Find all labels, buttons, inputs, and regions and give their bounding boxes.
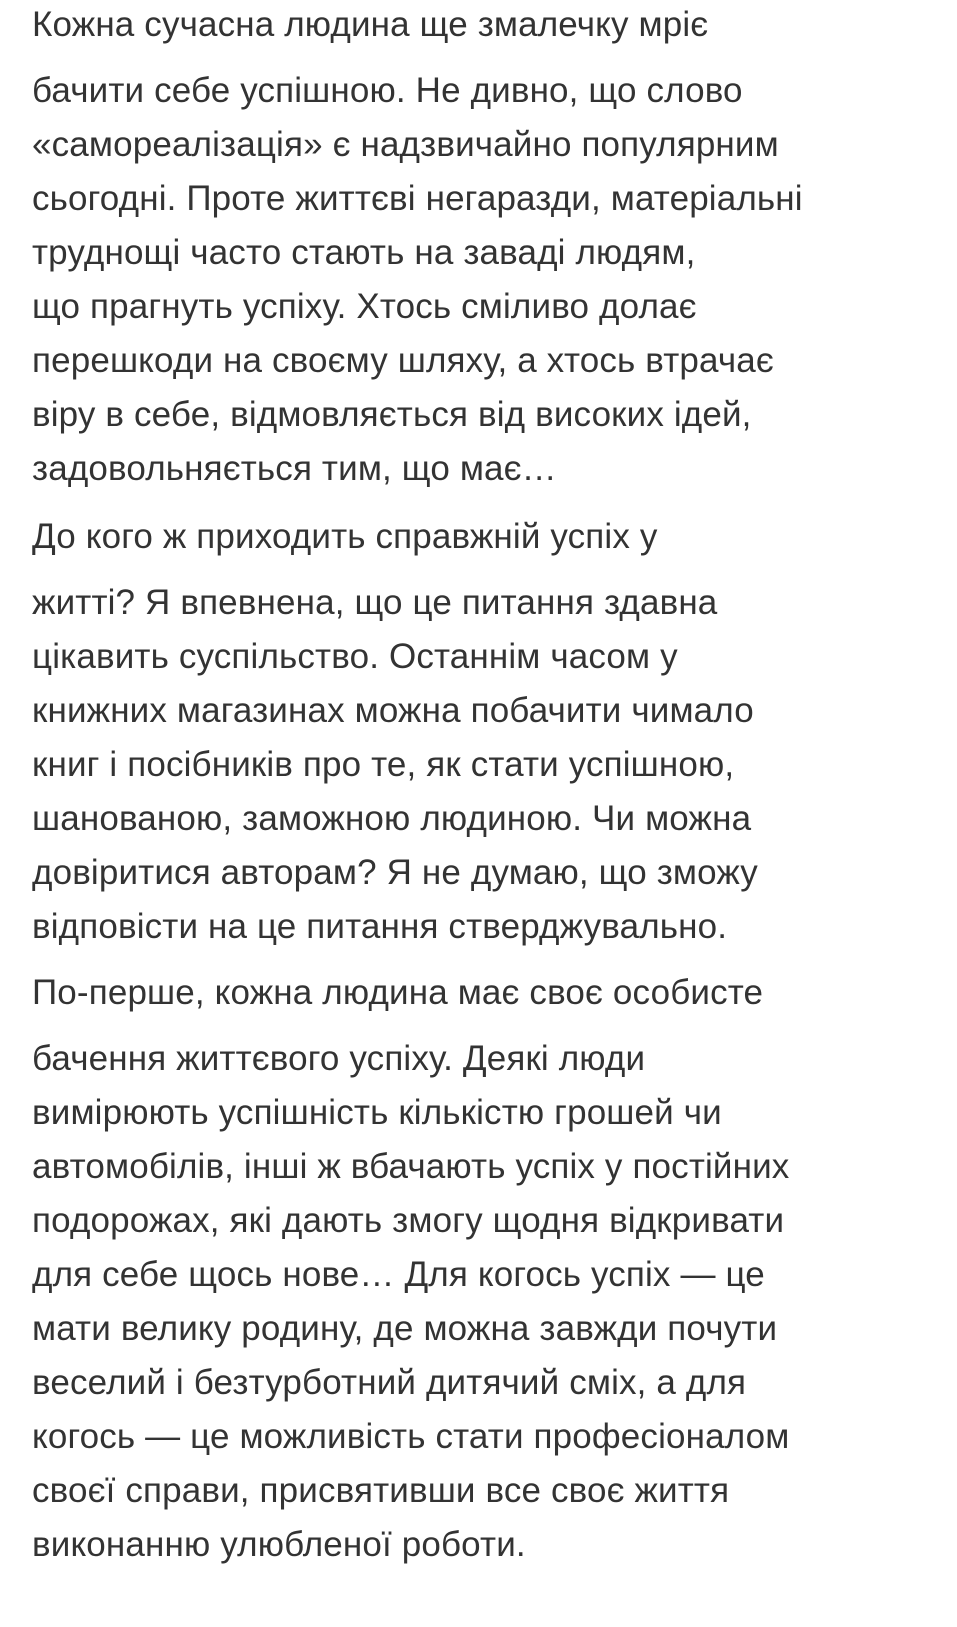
text-line: книг і посібників про те, як стати успішною, (32, 745, 735, 784)
text-line: довіритися авторам? Я не думаю, що зможу (32, 853, 758, 892)
text-line: цікавить суспільство. Останнім часом у (32, 637, 678, 676)
text-line: бачення життєвого успіху. Деякі люди (32, 1039, 646, 1078)
text-line: відповісти на це питання стверджувально. (32, 907, 728, 946)
text-line: подорожах, які дають змогу щодня відкривати (32, 1201, 785, 1240)
text-line: бачити себе успішною. Не дивно, що слово (32, 71, 743, 110)
text-line: мати велику родину, де можна завжди почути (32, 1309, 778, 1348)
text-line: книжних магазинах можна побачити чимало (32, 691, 754, 730)
text-line: вимірюють успішність кількістю грошей чи (32, 1093, 722, 1132)
text-line: що прагнуть успіху. Хтось сміливо долає (32, 287, 697, 326)
text-line: По-перше, кожна людина має своє особисте (32, 973, 764, 1012)
text-line: своєї справи, присвятивши все своє життя (32, 1471, 730, 1510)
text-line: автомобілів, інші ж вбачають успіх у постійних (32, 1147, 790, 1186)
text-line: житті? Я впевнена, що це питання здавна (32, 583, 718, 622)
text-line: веселий і безтурботний дитячий сміх, а для (32, 1363, 747, 1402)
text-line: До кого ж приходить справжній успіх у (32, 517, 658, 556)
text-line: віру в себе, відмовляється від високих ідей, (32, 395, 752, 434)
text-line: Кожна сучасна людина ще змалечку мріє (32, 5, 709, 44)
text-line: шанованою, заможною людиною. Чи можна (32, 799, 752, 838)
paragraph-argument (32, 972, 942, 1572)
text-line: труднощі часто стають на заваді людям, (32, 233, 696, 272)
text-line: задовольняється тим, що має… (32, 449, 557, 488)
paragraph-question (32, 516, 942, 954)
text-line: виконанню улюбленої роботи. (32, 1525, 526, 1564)
text-line: «самореалізація» є надзвичайно популярним (32, 125, 779, 164)
text-line: когось — це можливість стати професіоналом (32, 1417, 790, 1456)
text-line: сьогодні. Проте життєві негаразди, матеріальні (32, 179, 803, 218)
text-line: перешкоди на своєму шляху, а хтось втрачає (32, 341, 774, 380)
text-line: для себе щось нове… Для когось успіх — це (32, 1255, 765, 1294)
paragraph-intro (32, 4, 942, 496)
